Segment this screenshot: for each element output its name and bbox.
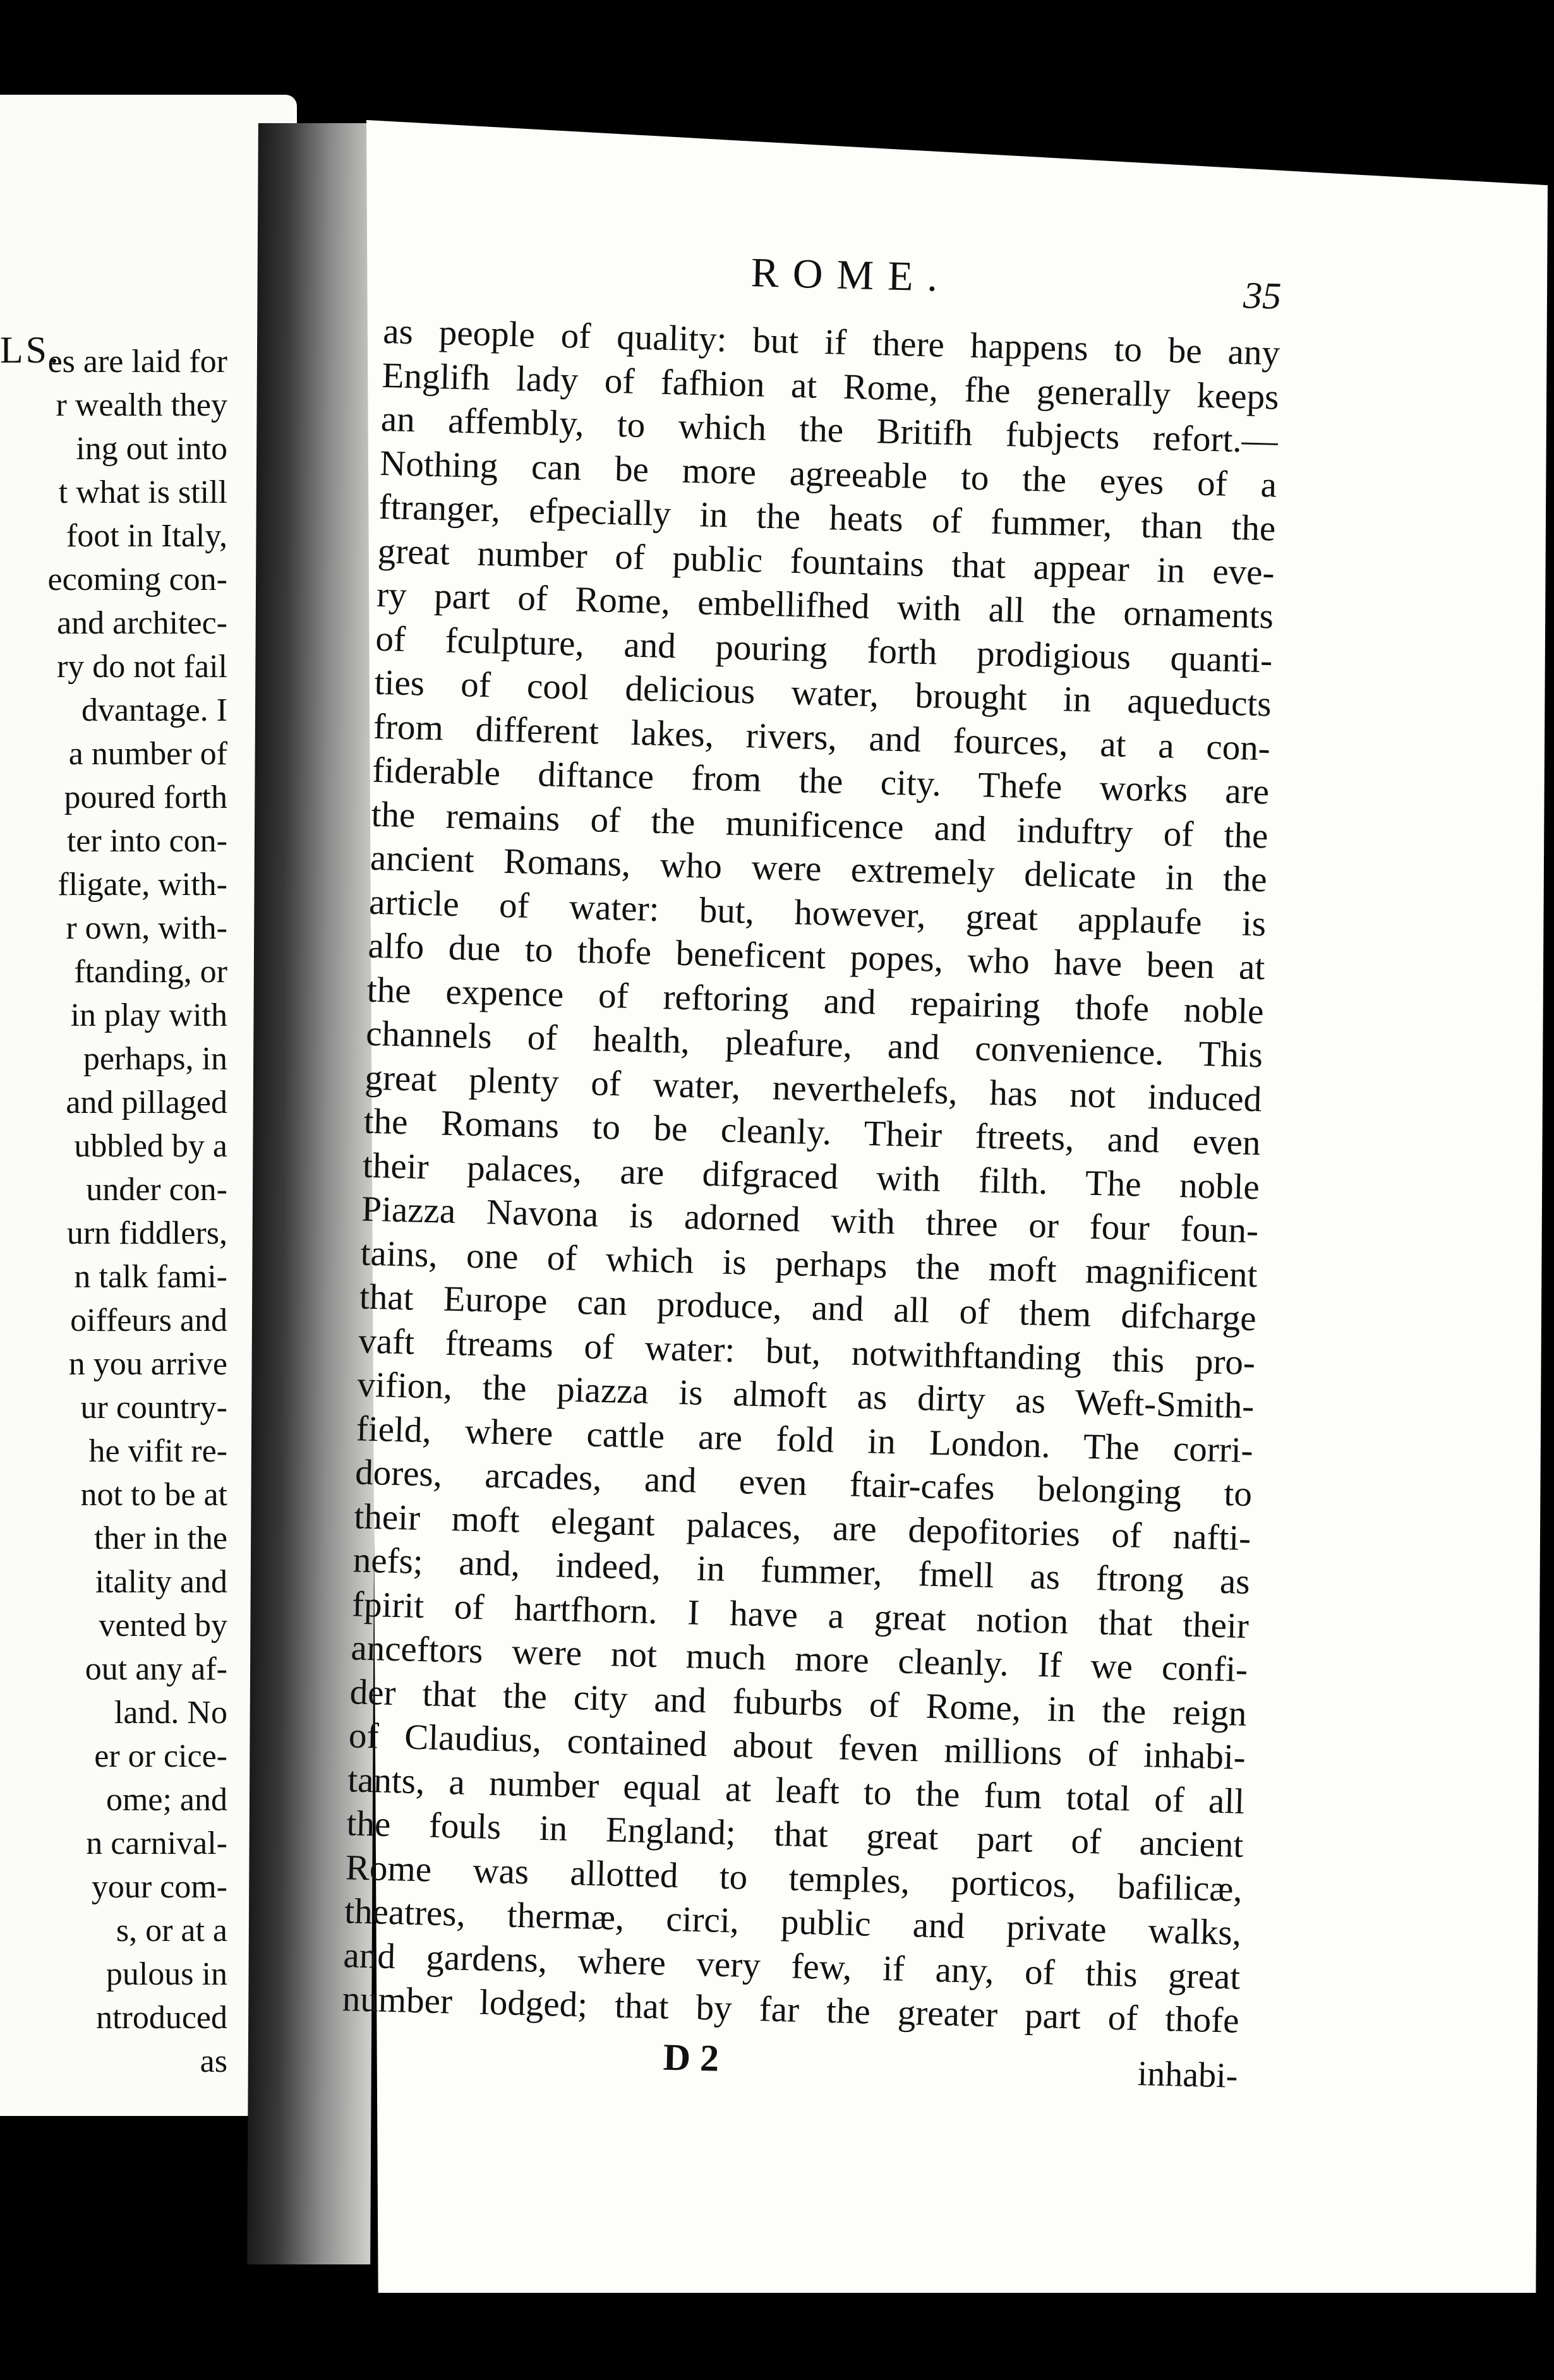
body-text-line: of Claudius, contained about feven millions of inhabi- xyxy=(348,1716,1246,1777)
body-text-line: the fouls in England; that great part of ancient xyxy=(346,1803,1244,1865)
left-text-line: ing out into xyxy=(76,431,227,467)
right-page-content xyxy=(340,240,1282,2106)
body-text-line: ties of cool delicious water, brought in aqueducts xyxy=(374,662,1272,724)
left-text-line: t what is still xyxy=(58,474,227,510)
body-text xyxy=(342,310,1280,2043)
body-text-line: their palaces, are difgraced with filth. The noble xyxy=(362,1145,1260,1207)
body-text-line: the remains of the munificence and induftry of the xyxy=(371,794,1269,856)
left-text-line: n talk fami- xyxy=(74,1259,227,1295)
left-text-line: r wealth they xyxy=(56,387,227,423)
left-text-line: perhaps, in xyxy=(83,1041,227,1077)
body-text-line: channels of health, pleafure, and convenience. This xyxy=(365,1013,1263,1076)
body-text-line: anceftors were not much more cleanly. If we confi- xyxy=(350,1628,1248,1690)
signature-mark: D 2 xyxy=(663,2036,720,2079)
body-text-line: alfo due to thofe beneficent popes, who have been at xyxy=(367,925,1266,988)
left-text-line: dvantage. I xyxy=(81,692,227,728)
body-text-line: Englifh lady of fafhion at Rome, fhe generally keeps xyxy=(382,355,1280,418)
body-text-line: der that the city and fuburbs of Rome, in the reign xyxy=(349,1671,1248,1734)
left-text-line: and pillaged xyxy=(66,1085,227,1121)
body-text-line: from different lakes, rivers, and fources, at a con- xyxy=(373,706,1271,768)
left-text-line: n you arrive xyxy=(68,1346,227,1382)
left-text-line: ome; and xyxy=(105,1782,227,1818)
left-text-line: er or cice- xyxy=(94,1738,227,1774)
left-text-line: a number of xyxy=(68,736,227,772)
left-text-line: n carnival- xyxy=(86,1825,227,1861)
left-text-line: not to be at xyxy=(80,1477,227,1513)
body-text-line: fiderable diftance from the city. Thefe works are xyxy=(371,750,1270,812)
left-text-line: ntroduced xyxy=(96,2000,227,2036)
body-text-line: tains, one of which is perhaps the moft magnificent xyxy=(360,1233,1258,1295)
page-number: 35 xyxy=(1243,274,1282,317)
body-text-line: great number of public fountains that appear in eve- xyxy=(377,531,1275,593)
body-text-line: an affembly, to which the Britifh fubjects refort.— xyxy=(380,399,1279,461)
body-text-line: nefs; and, indeed, in fummer, fmell as ftrong as xyxy=(352,1540,1251,1602)
body-text-line: Piazza Navona is adorned with three or four foun- xyxy=(361,1189,1259,1251)
body-text-line: ry part of Rome, embellifhed with all the ornaments xyxy=(376,574,1274,637)
left-text-line: land. No xyxy=(114,1695,227,1731)
body-text-line: their moft elegant palaces, are depofitories of nafti- xyxy=(353,1496,1251,1558)
body-text-line: article of water: but, however, great applaufe is xyxy=(368,882,1267,944)
left-text-line: oiffeurs and xyxy=(70,1302,227,1338)
body-text-line: the Romans to be cleanly. Their ftreets, and even xyxy=(363,1101,1262,1163)
left-text-line: foot in Italy, xyxy=(66,518,227,554)
left-text-line: ter into con- xyxy=(66,823,227,859)
left-text-line: pulous in xyxy=(105,1956,227,1992)
left-text-line: urn fiddlers, xyxy=(66,1215,227,1251)
left-text-line: out any af- xyxy=(85,1651,227,1687)
left-text-line: and architec- xyxy=(57,605,227,641)
left-text-line: ecoming con- xyxy=(47,562,227,598)
left-text-line: es are laid for xyxy=(47,344,227,380)
body-text-line: vaft ftreams of water: but, notwithftanding this pro- xyxy=(358,1320,1256,1383)
body-text-line: and gardens, where very few, if any, of this great xyxy=(342,1935,1241,1997)
left-text-line: r own, with- xyxy=(66,910,227,946)
left-text-line: vented by xyxy=(99,1608,227,1644)
body-text-line: fpirit of hartfhorn. I have a great notion that their xyxy=(351,1584,1250,1646)
left-text-line: as xyxy=(200,2043,227,2079)
left-text-line: itality and xyxy=(95,1564,227,1600)
body-text-line: dores, arcades, and even ftair-cafes belonging to xyxy=(354,1452,1253,1515)
body-text-line: field, where cattle are fold in London. The corri- xyxy=(356,1408,1254,1470)
body-text-line: tants, a number equal at leaft to the fum total of all xyxy=(347,1759,1245,1822)
body-text-line: theatres, thermæ, circi, public and private walks, xyxy=(344,1891,1242,1953)
body-text-line: ftranger, efpecially in the heats of fummer, than the xyxy=(378,486,1277,549)
left-text-line: your com- xyxy=(91,1869,227,1905)
body-text-line: as people of quality: but if there happens to be any xyxy=(382,311,1280,373)
catchword: inhabi- xyxy=(1137,2053,1239,2096)
left-text-line: ftanding, or xyxy=(74,954,227,990)
body-text-line: great plenty of water, neverthelefs, has not induced xyxy=(364,1057,1262,1119)
body-text-line: number lodged; that by far the greater part of thofe xyxy=(342,1979,1240,2041)
left-running-head: LS. xyxy=(0,329,62,371)
left-text-line: ur country- xyxy=(80,1390,227,1426)
left-text-line: ubbled by a xyxy=(74,1128,227,1164)
body-text-line: vifion, the piazza is almoft as dirty as Weft-Smith- xyxy=(356,1364,1255,1427)
body-text-line: Rome was allotted to temples, porticos, bafilicæ, xyxy=(345,1847,1243,1909)
body-text-line: the expence of reftoring and repairing thofe noble xyxy=(366,970,1265,1031)
body-text-line: of fculpture, and pouring forth prodigious quanti- xyxy=(375,618,1273,680)
body-text-line: Nothing can be more agreeable to the eyes of a xyxy=(379,443,1277,505)
left-text-line: poured forth xyxy=(64,779,227,815)
left-text-line: under con- xyxy=(86,1172,227,1208)
left-text-line: ry do not fail xyxy=(56,649,227,685)
left-page-text xyxy=(0,340,227,2083)
left-text-line: s, or at a xyxy=(116,1913,227,1949)
running-title: ROME. xyxy=(750,249,952,301)
body-text-line: ancient Romans, who were extremely delicate in the xyxy=(370,838,1268,900)
left-text-line: in play with xyxy=(70,997,227,1033)
left-text-line: ther in the xyxy=(94,1520,227,1556)
left-text-line: he vifit re- xyxy=(88,1433,227,1469)
body-text-line: that Europe can produce, and all of them difcharge xyxy=(359,1277,1257,1339)
left-text-line: fligate, with- xyxy=(57,867,227,903)
